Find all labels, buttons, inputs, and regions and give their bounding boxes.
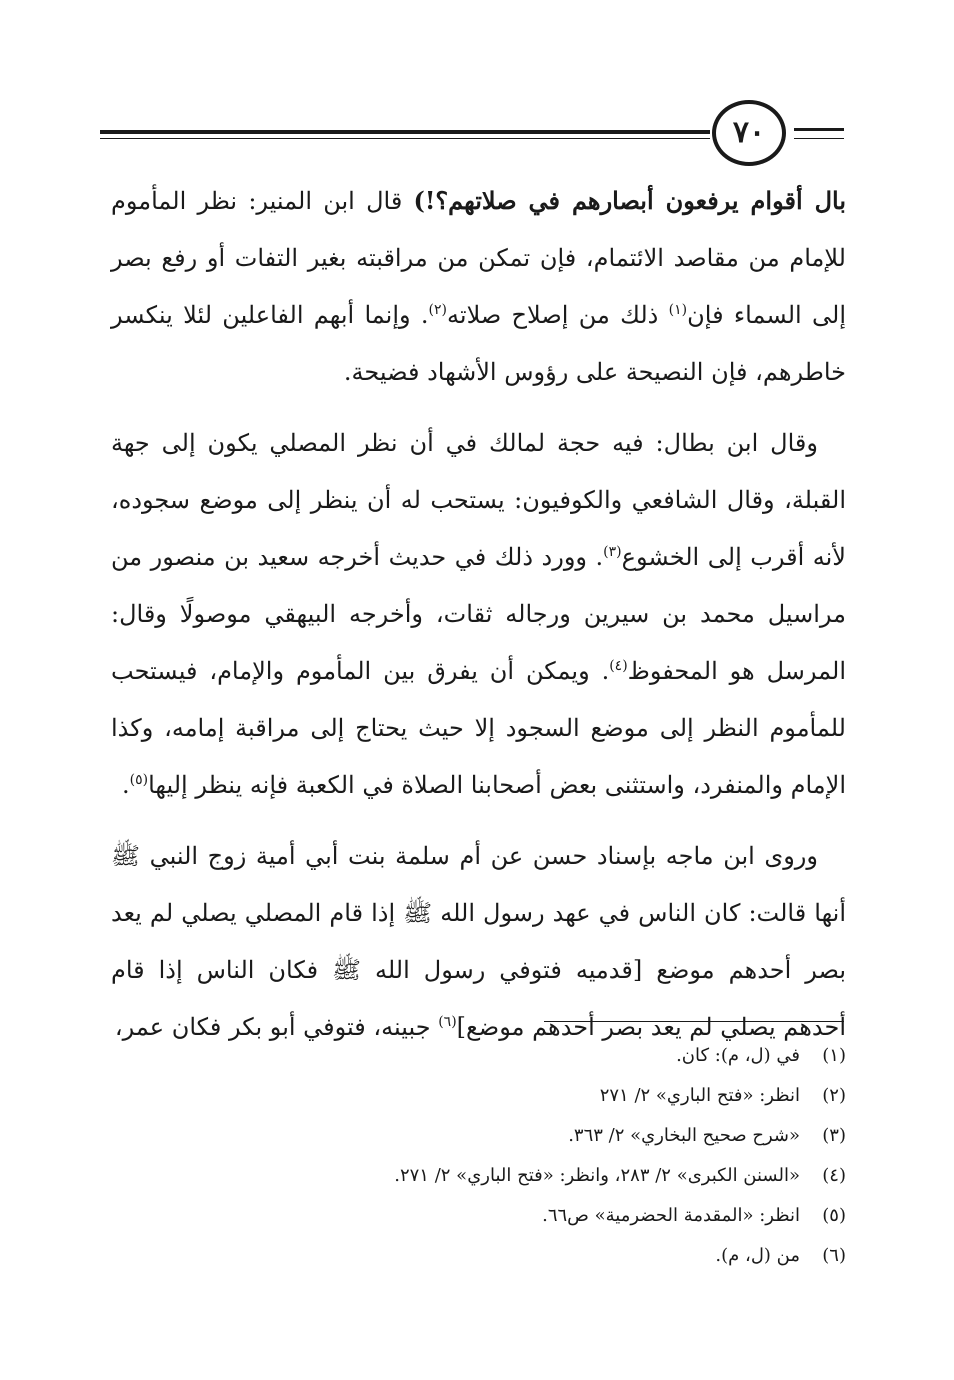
footnote-number: (١) [822,1045,846,1066]
footnote-ref[interactable]: (١) [668,302,688,318]
footnote-item [111,1236,846,1276]
footnote-number: (٢) [822,1085,846,1106]
text-segment: وقال ابن بطال: فيه حجة لمالك في أن نظر المصلي يكون إلى جهة القبلة، وقال الشافعي والكوفيون: يستحب له أن ينظر إلى موضع سجوده، لأنه أقرب إلى الخشوع [111,429,846,571]
footnote-text: من (ل، م). [715,1245,800,1266]
footnote-text: في (ل، م): كان. [676,1045,800,1066]
footnote-item [111,1196,846,1236]
footnote-text: «شرح صحيح البخاري» ٢/ ٣٦٣. [568,1125,800,1146]
text-segment: قال ابن المنير: نظر المأموم للإمام من مقاصد الائتمام، فإن تمكن من مراقبته بغير التفات أو رفع بصر إلى السماء فإن [111,187,846,329]
footnotes [111,1036,846,1276]
text-segment: ذلك من إصلاح صلاته [447,301,669,329]
paragraph-1 [111,172,846,401]
header-rule-thin [100,138,710,139]
text-segment: . وورد ذلك في حديث أخرجه سعيد بن منصور من مراسيل محمد بن سيرين ورجاله ثقات، وأخرجه البيهقي موصولًا وقال: المرسل هو المحفوظ [111,543,846,685]
text-segment: جبينه، فتوفي أبو بكر فكان عمر، [114,1013,439,1041]
header-rule-thick [100,130,710,134]
footnote-separator [544,1021,844,1022]
text-segment: . وإنما أبهم الفاعلين لئلا ينكسر خاطرهم، فإن النصيحة على رؤوس الأشهاد فضيحة. [111,301,846,386]
footnote-number: (٤) [822,1165,846,1186]
footnote-item [111,1116,846,1156]
footnote-ref[interactable]: (٢) [428,302,448,318]
footnote-ref[interactable]: (٥) [129,772,149,788]
text-segment: . ويمكن أن يفرق بين المأموم والإمام، فيستحب للمأموم النظر إلى موضع السجود إلا حيث يحتاج إلى مراقبة إمامه، وكذا الإمام والمنفرد، واستثنى بعض أصحابنا الصلاة في الكعبة فإنه ينظر إليها [111,657,846,799]
footnote-text: «السنن الكبرى» ٢/ ٢٨٣، وانظر: «فتح الباري» ٢/ ٢٧١. [394,1165,800,1186]
header-rule-right-thick [794,128,844,131]
footnote-item [111,1156,846,1196]
footnote-ref[interactable]: (٦) [438,1014,457,1030]
page-number-badge [712,100,786,166]
page-header [100,100,844,170]
page-number: ٧٠ [732,114,766,150]
bold-lead: بال أقوام يرفعون أبصارهم في صلاتهم؟!) [413,186,846,215]
footnote-item [111,1036,846,1076]
footnote-text: انظر: «فتح الباري» ٢/ ٢٧١ [599,1085,800,1106]
footnote-number: (٦) [822,1245,846,1266]
paragraph-2 [111,415,846,814]
text-segment: . [122,771,130,799]
footnote-number: (٣) [822,1125,846,1146]
header-rule-right-thin [794,138,844,139]
footnote-text: انظر: «المقدمة الحضرمية» ص٦٦. [542,1205,800,1226]
text-segment: وروى ابن ماجه بإسناد حسن عن أم سلمة بنت أبي أمية زوج النبي ﷺ أنها قالت: كان الناس في عهد رسول الله ﷺ إذا قام المصلي يصلي لم يعد بصر أحدهم موضع [قدميه فتوفي رسول الله ﷺ فكان الناس إذا قام أحدهم يصلي لم يعد بصر أحدهم موضع] [111,842,846,1041]
footnote-number: (٥) [822,1205,846,1226]
footnote-item [111,1076,846,1116]
main-text [111,172,846,1056]
footnote-ref[interactable]: (٣) [603,544,622,560]
footnote-ref[interactable]: (٤) [609,658,628,674]
